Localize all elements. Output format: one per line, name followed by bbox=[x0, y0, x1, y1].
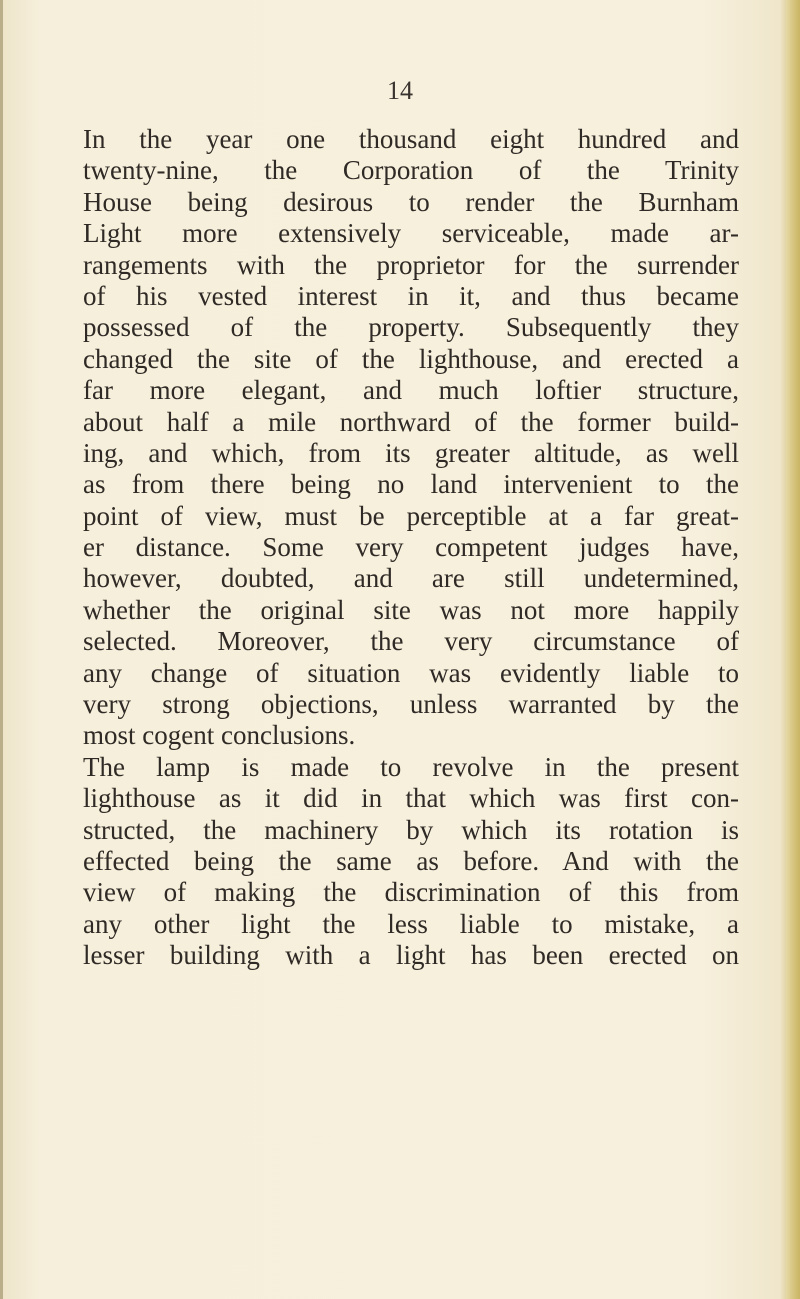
text-line: point of view, must be perceptible at a far great- bbox=[83, 500, 739, 531]
text-line: effected being the same as before. And with the bbox=[83, 845, 739, 876]
text-line: any change of situation was evidently liable to bbox=[83, 657, 739, 688]
text-line: however, doubted, and are still undetermined, bbox=[83, 563, 739, 594]
text-line: In the year one thousand eight hundred and bbox=[83, 124, 739, 154]
text-line: structed, the machinery by which its rotation is bbox=[83, 814, 739, 845]
text-line: lighthouse as it did in that which was first con- bbox=[83, 783, 739, 814]
text-line: rangements with the proprietor for the surrender bbox=[83, 249, 739, 280]
text-line: selected. Moreover, the very circumstance of bbox=[83, 626, 739, 657]
text-line: about half a mile northward of the former build- bbox=[83, 406, 739, 437]
text-line: of his vested interest in it, and thus became bbox=[83, 280, 739, 311]
body-text bbox=[83, 124, 739, 972]
text-line: as from there being no land intervenient to the bbox=[83, 469, 739, 500]
text-line: any other light the less liable to mistake, a bbox=[83, 908, 739, 939]
text-line: Light more extensively serviceable, made ar- bbox=[83, 218, 739, 249]
text-line: lesser building with a light has been erected on bbox=[83, 940, 739, 971]
text-line: House being desirous to render the Burnham bbox=[83, 186, 739, 217]
page-number: 14 bbox=[387, 76, 413, 105]
text-line: ing, and which, from its greater altitude, as well bbox=[83, 437, 739, 468]
page-left-edge bbox=[0, 0, 3, 1299]
text-line: possessed of the property. Subsequently they bbox=[83, 312, 739, 343]
text-line: view of making the discrimination of this from bbox=[83, 877, 739, 908]
text-line: whether the original site was not more happily bbox=[83, 594, 739, 625]
text-line: The lamp is made to revolve in the present bbox=[83, 751, 739, 782]
page-right-edge bbox=[786, 0, 800, 1299]
text-line: twenty-nine, the Corporation of the Trinity bbox=[83, 155, 739, 186]
text-line: very strong objections, unless warranted by the bbox=[83, 689, 739, 720]
paragraph-end-line: most cogent conclusions. bbox=[83, 720, 356, 751]
text-line: changed the site of the lighthouse, and erected a bbox=[83, 343, 739, 374]
text-line: er distance. Some very competent judges have, bbox=[83, 532, 739, 563]
text-line: far more elegant, and much loftier structure, bbox=[83, 375, 739, 406]
